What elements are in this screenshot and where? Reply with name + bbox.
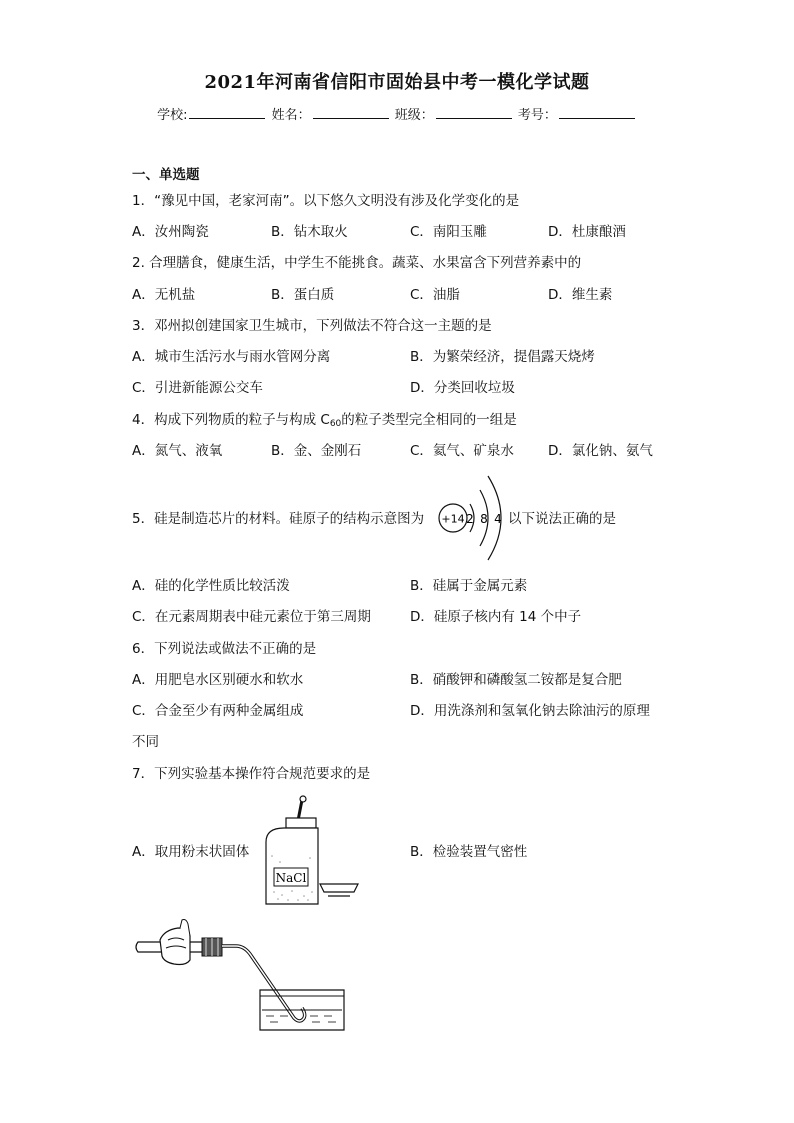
question-2-stem: 2. 合理膳食，健康生活，中学生不能挑食。蔬菜、水果富含下列营养素中的 xyxy=(132,255,582,271)
question-5-stem-pre: 5．硅是制造芯片的材料。硅原子的结构示意图为 xyxy=(132,511,425,527)
nucleus-charge: +14 xyxy=(441,512,465,526)
question-6-option-c[interactable]: C．合金至少有两种金属组成 xyxy=(132,703,304,719)
question-6-option-d-continued: 不同 xyxy=(132,734,159,750)
airtightness-test-figure xyxy=(134,920,350,1032)
section-heading: 一、单选题 xyxy=(132,167,200,183)
question-4-stem xyxy=(132,411,517,433)
question-7-stem: 7．下列实验基本操作符合规范要求的是 xyxy=(132,766,371,782)
shell-1-electrons: 2 xyxy=(466,512,474,526)
class-field[interactable] xyxy=(436,105,512,119)
reagent-bottle-figure xyxy=(262,796,362,914)
question-2-option-b[interactable]: B．蛋白质 xyxy=(271,287,335,303)
question-3-option-d[interactable]: D．分类回收垃圾 xyxy=(410,380,515,396)
question-6-option-b[interactable]: B．硝酸钾和磷酸氢二铵都是复合肥 xyxy=(410,672,622,688)
question-1-option-b[interactable]: B．钻木取火 xyxy=(271,224,348,240)
question-4-option-c[interactable]: C．氦气、矿泉水 xyxy=(410,443,514,459)
question-5-option-b[interactable]: B．硅属于金属元素 xyxy=(410,578,528,594)
question-3-stem: 3．邓州拟创建国家卫生城市，下列做法不符合这一主题的是 xyxy=(132,318,492,334)
class-label: 班级： xyxy=(394,108,434,123)
question-4-stem-post: 的粒子类型完全相同的一组是 xyxy=(341,412,517,428)
question-3-option-c[interactable]: C．引进新能源公交车 xyxy=(132,380,263,396)
question-4-stem-subscript: 60 xyxy=(329,419,342,429)
question-2-option-c[interactable]: C．油脂 xyxy=(410,287,460,303)
name-label: 姓名： xyxy=(271,108,311,123)
question-5-option-d[interactable]: D．硅原子核内有 14 个中子 xyxy=(410,609,582,625)
question-3-option-a[interactable]: A．城市生活污水与雨水管网分离 xyxy=(132,349,331,365)
question-5-option-c[interactable]: C．在元素周期表中硅元素位于第三周期 xyxy=(132,609,371,625)
question-1-stem: 1．“豫见中国，老家河南”。以下悠久文明没有涉及化学变化的是 xyxy=(132,193,520,209)
page-title: 2021年河南省信阳市固始县中考一模化学试题 xyxy=(204,72,590,93)
question-5-stem-post: 以下说法正确的是 xyxy=(508,511,616,527)
question-7-option-a[interactable]: A．取用粉末状固体 xyxy=(132,844,250,860)
shell-2-electrons: 8 xyxy=(480,512,488,526)
question-1-option-d[interactable]: D．杜康酿酒 xyxy=(548,224,626,240)
bottle-label-text: NaCl xyxy=(275,871,307,885)
question-5-option-a[interactable]: A．硅的化学性质比较活泼 xyxy=(132,578,290,594)
question-7-option-b[interactable]: B．检验装置气密性 xyxy=(410,844,528,860)
silicon-atom-diagram xyxy=(436,472,506,564)
question-4-option-a[interactable]: A．氮气、液氧 xyxy=(132,443,223,459)
question-4-option-d[interactable]: D．氯化钠、氨气 xyxy=(548,443,653,459)
question-2-option-a[interactable]: A．无机盐 xyxy=(132,287,196,303)
question-6-stem: 6．下列说法或做法不正确的是 xyxy=(132,641,317,657)
exam-no-field[interactable] xyxy=(559,105,635,119)
question-4-option-b[interactable]: B．金、金刚石 xyxy=(271,443,362,459)
shell-3-electrons: 4 xyxy=(494,512,502,526)
exam-no-label: 考号： xyxy=(517,108,557,123)
question-6-option-a[interactable]: A．用肥皂水区别硬水和软水 xyxy=(132,672,304,688)
question-3-option-b[interactable]: B．为繁荣经济，提倡露天烧烤 xyxy=(410,349,595,365)
question-2-option-d[interactable]: D．维生素 xyxy=(548,287,613,303)
question-6-option-d[interactable]: D．用洗涤剂和氢氧化钠去除油污的原理 xyxy=(410,703,650,719)
school-label: 学校: xyxy=(157,108,188,123)
question-4-stem-pre: 4．构成下列物质的粒子与构成 C xyxy=(132,412,330,428)
name-field[interactable] xyxy=(313,105,389,119)
student-info-row xyxy=(0,104,794,123)
stopper-dish xyxy=(320,884,358,892)
school-field[interactable] xyxy=(189,105,265,119)
question-1-option-c[interactable]: C．南阳玉雕 xyxy=(410,224,487,240)
question-1-option-a[interactable]: A．汝州陶瓷 xyxy=(132,224,209,240)
